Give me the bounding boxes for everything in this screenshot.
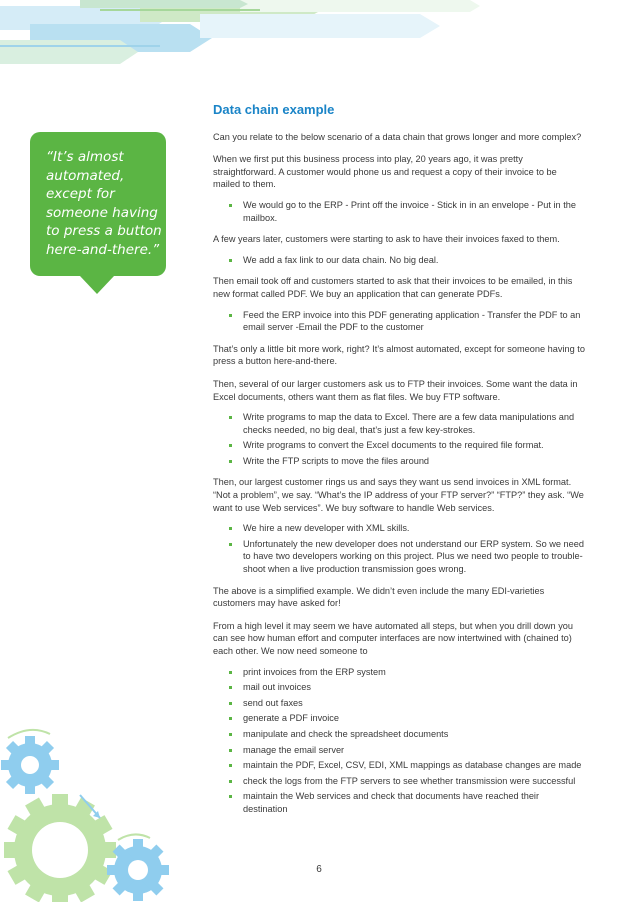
- paragraph-6: Then, several of our larger customers ask us to FTP their invoices. Some want the data in Excel documents, others want them as flat files. We buy FTP software.: [213, 378, 578, 402]
- page-title: Data chain example: [213, 102, 335, 117]
- bullet-list-mail: [213, 199, 585, 224]
- paragraph-7: Then, our largest customer rings us and says they want us send invoices in XML format. “Not a problem”, we say. “What’s the IP address of your FTP server?” “FTP?” they ask. “We want to use Web services”. We buy software to handle Web services.: [213, 477, 584, 513]
- pull-quote: “It’s almost automated, except for someone having to press a button here-and-there.”: [46, 149, 162, 258]
- list-item: We would go to the ERP - Print off the invoice - Stick in in an envelope - Put in the mailbox.: [213, 199, 585, 224]
- list-item: Write programs to map the data to Excel. There are a few data manipulations and checks needed, no big deal, that’s just a few key-strokes.: [213, 411, 585, 436]
- gear-icon: [4, 794, 116, 902]
- paragraph-4: Then email took off and customers started to ask that their invoices to be emailed, in this new format called PDF. We buy an application that can generate PDFs.: [213, 276, 573, 299]
- paragraph-2: When we first put this business process into play, 20 years ago, it was pretty straightforward. A customer would phone us and request a copy of their invoice to be mailed to them.: [213, 154, 557, 190]
- paragraph-3: A few years later, customers were starting to ask to have their invoices faxed to them.: [213, 234, 560, 245]
- list-item: generate a PDF invoice: [213, 712, 585, 725]
- bullet-list-fax: [213, 254, 585, 267]
- list-item: Write the FTP scripts to move the files around: [213, 455, 585, 468]
- quote-callout-tail: [80, 276, 114, 294]
- list-item: send out faxes: [213, 697, 585, 710]
- bullet-list-ftp: [213, 411, 585, 467]
- list-item: print invoices from the ERP system: [213, 666, 585, 679]
- list-item: check the logs from the FTP servers to see whether transmission were successful: [213, 775, 585, 788]
- list-item: maintain the PDF, Excel, CSV, EDI, XML mappings as database changes are made: [213, 759, 585, 772]
- paragraph-8: The above is a simplified example. We didn’t even include the many EDI-varieties customers may have asked for!: [213, 585, 545, 609]
- paragraph-9: From a high level it may seem we have automated all steps, but when you drill down you can see how human effort and computer interfaces are now intertwined with (chained to) each other. We now need someone to: [213, 620, 574, 656]
- list-item: Feed the ERP invoice into this PDF generating application - Transfer the PDF to an email server -Email the PDF to the customer: [213, 309, 585, 334]
- list-item: maintain the Web services and check that documents have reached their destination: [213, 790, 585, 815]
- list-item: manage the email server: [213, 744, 585, 757]
- bullet-list-pdf: [213, 309, 585, 334]
- page-number: 6: [316, 864, 322, 875]
- paragraph-5: That’s only a little bit more work, right? It’s almost automated, except for someone having to press a button here-and-there.: [213, 343, 585, 367]
- list-item: mail out invoices: [213, 681, 585, 694]
- list-item: We add a fax link to our data chain. No big deal.: [213, 254, 585, 267]
- list-item: Write programs to convert the Excel documents to the required file format.: [213, 439, 585, 452]
- list-item: We hire a new developer with XML skills.: [213, 522, 585, 535]
- bullet-list-xml: [213, 522, 585, 575]
- bullet-list-tasks: [213, 666, 585, 816]
- paragraph-1: Can you relate to the below scenario of a data chain that grows longer and more complex?: [213, 131, 582, 142]
- gear-icon: [1, 736, 59, 794]
- list-item: manipulate and check the spreadsheet documents: [213, 728, 585, 741]
- decorative-arrows: [0, 0, 638, 70]
- article-body: [213, 104, 585, 825]
- list-item: Unfortunately the new developer does not understand our ERP system. So we need to have two developers working on this project. Plus we need two people to trouble-shoot when a live production transmission goes wrong.: [213, 538, 585, 576]
